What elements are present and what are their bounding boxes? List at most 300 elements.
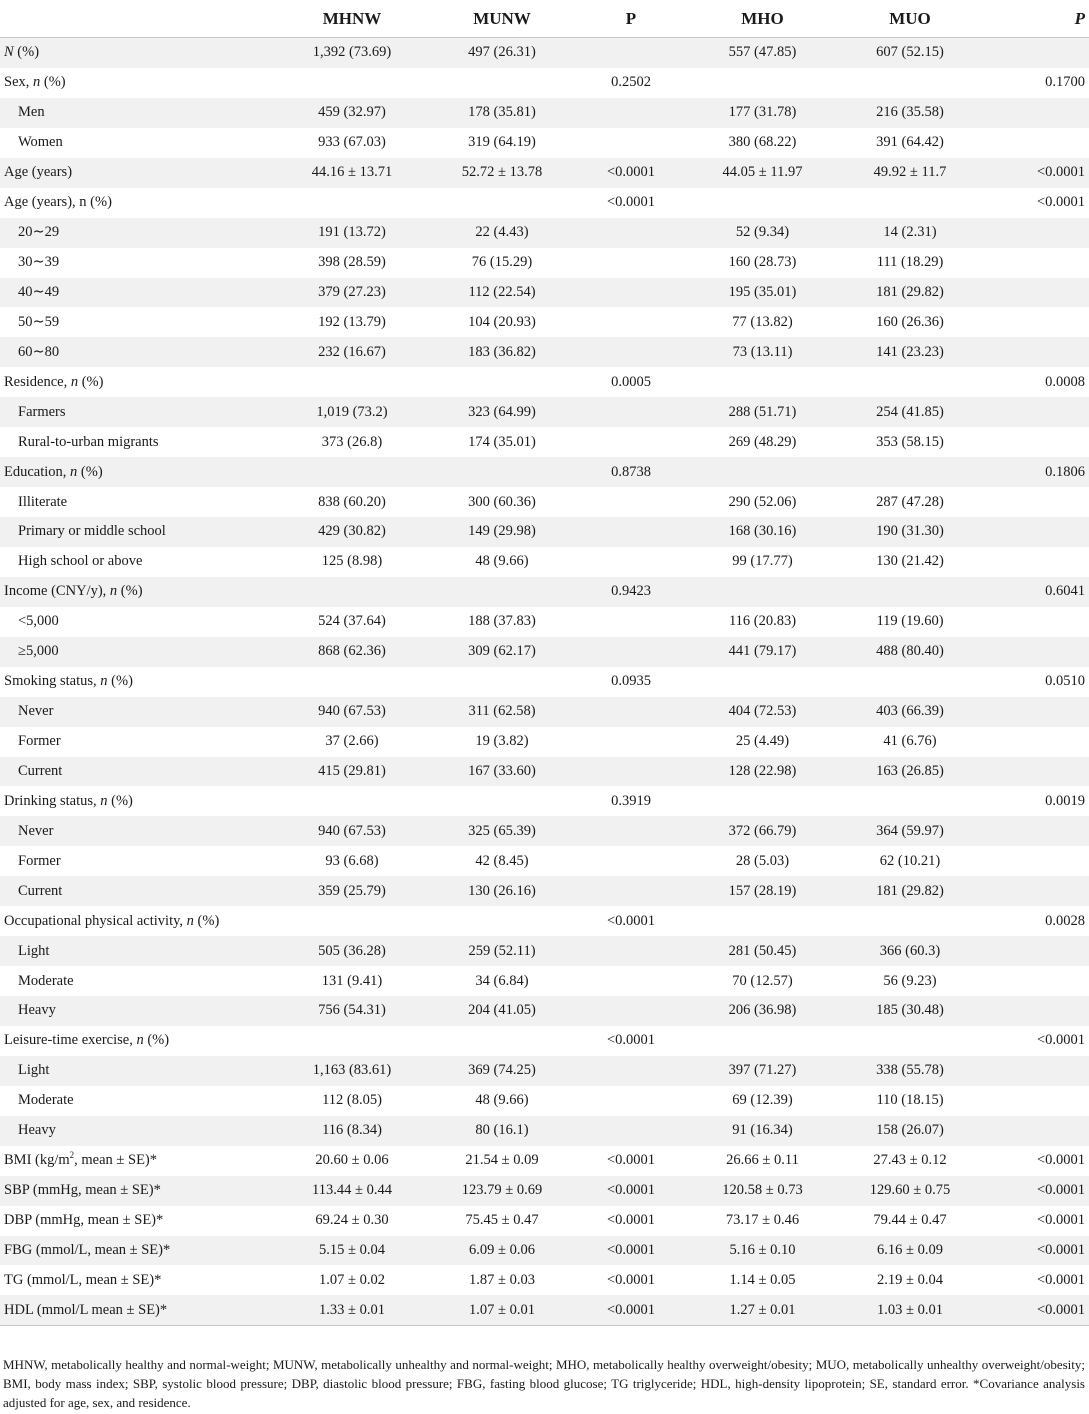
cell-mhnw (277, 786, 427, 816)
cell-muo: 338 (55.78) (840, 1056, 980, 1086)
row-label (0, 38, 277, 68)
cell-mhnw: 125 (8.98) (321, 553, 383, 570)
cell-mho (685, 1026, 840, 1056)
row-label-text: 20∼29 (18, 224, 60, 241)
cell-mhnw: 459 (32.97) (277, 98, 427, 128)
table-row (0, 966, 1089, 996)
cell-muo: 607 (52.15) (840, 38, 980, 68)
row-label-text: High school or above (18, 553, 143, 570)
cell-mhnw: 373 (26.8) (321, 433, 383, 450)
cell-p-overweight (980, 517, 1089, 547)
cell-munw: 300 (60.36) (468, 493, 536, 510)
cell-p-normal-weight (577, 278, 685, 308)
cell-p-overweight: 0.1806 (980, 457, 1089, 487)
row-label (0, 1056, 277, 1086)
cell-p-normal-weight (577, 876, 685, 906)
cell-munw: 130 (26.16) (427, 876, 577, 906)
cell-p-normal-weight (577, 517, 685, 547)
cell-mhnw: 191 (13.72) (277, 218, 427, 248)
cell-mho: 557 (47.85) (685, 38, 840, 68)
cell-mhnw (277, 367, 427, 397)
row-label-suffix: (%) (117, 583, 143, 600)
table-footnote: MHNW, metabolically healthy and normal-weight; MUNW, metabolically unhealthy and normal-weight; MHO, metabolically healthy overweight/obesity; MUO, metabolically unhealthy overweight/obesity; BMI, body mass index; SBP, systolic blood pressure; DBP, diastolic blood pressure; FBG, fasting blood glucose; TG triglyceride; HDL, high-density lipoprotein; SE, standard error. *Covariance analysis adjusted for age, sex, and residence. (3, 1357, 1085, 1410)
row-label (0, 517, 277, 547)
row-label (0, 68, 277, 98)
cell-munw: 319 (64.19) (468, 134, 536, 151)
cell-muo: 185 (30.48) (840, 996, 980, 1026)
cell-p-normal-weight (577, 427, 685, 457)
cell-mho: 120.58 ± 0.73 (685, 1176, 840, 1206)
row-label-text: Education, (4, 463, 71, 480)
table-row (0, 757, 1089, 787)
cell-mhnw (277, 68, 427, 98)
row-label (0, 697, 277, 727)
cell-mho (685, 188, 840, 218)
row-label (0, 1146, 277, 1176)
table-row (0, 38, 1089, 68)
cell-p-overweight (980, 1056, 1089, 1086)
cell-mho: 290 (52.06) (728, 493, 797, 510)
cell-muo: 49.92 ± 11.7 (840, 158, 980, 188)
row-label-suffix: , mean ± SE)* (74, 1152, 158, 1169)
cell-muo: 403 (66.39) (840, 697, 980, 727)
cell-muo: 6.16 ± 0.09 (840, 1236, 980, 1266)
cell-mhnw: 379 (27.23) (277, 278, 427, 308)
table-row (0, 906, 1089, 936)
table-row (0, 1146, 1089, 1176)
cell-mhnw: 940 (67.53) (277, 816, 427, 846)
cell-muo: 110 (18.15) (876, 1092, 944, 1109)
table-row (0, 158, 1089, 188)
cell-muo: 129.60 ± 0.75 (840, 1176, 980, 1206)
cell-muo: 62 (10.21) (879, 852, 941, 869)
cell-munw: 1.87 ± 0.03 (469, 1271, 535, 1288)
table-row (0, 727, 1089, 757)
cell-mhnw: 20.60 ± 0.06 (315, 1152, 389, 1169)
row-label-text: Illiterate (18, 493, 68, 510)
header-p-normal-weight: P (577, 0, 685, 38)
cell-p-overweight (980, 278, 1089, 308)
table-row (0, 98, 1089, 128)
cell-muo: 158 (26.07) (840, 1116, 980, 1146)
row-label (0, 188, 277, 218)
row-label (0, 278, 277, 308)
cell-p-normal-weight: <0.0001 (606, 912, 656, 929)
cell-p-overweight: <0.0001 (1036, 1032, 1085, 1049)
cell-p-overweight: <0.0001 (1036, 1212, 1085, 1229)
cell-munw: 22 (4.43) (427, 218, 577, 248)
cell-munw (427, 577, 577, 607)
row-label-text: Men (18, 104, 45, 121)
table-row (0, 577, 1089, 607)
cell-p-normal-weight (577, 816, 685, 846)
row-label-text: Drinking status, (4, 792, 101, 809)
row-label (0, 487, 277, 517)
cell-p-overweight (980, 98, 1089, 128)
table-row (0, 1176, 1089, 1206)
row-label-text: Heavy (18, 1122, 56, 1139)
table-row (0, 996, 1089, 1026)
cell-muo: 119 (19.60) (876, 613, 944, 630)
cell-muo (840, 786, 980, 816)
row-label-text: Former (18, 852, 61, 869)
cell-p-overweight (980, 487, 1089, 517)
cell-mho (685, 367, 840, 397)
row-label (0, 936, 277, 966)
cell-p-overweight: <0.0001 (980, 1295, 1089, 1325)
cell-muo (840, 367, 980, 397)
row-label (0, 1116, 277, 1146)
cell-p-overweight (980, 337, 1089, 367)
table-row (0, 218, 1089, 248)
cell-p-overweight (980, 936, 1089, 966)
cell-p-overweight: 0.0028 (1045, 912, 1085, 929)
row-label-text: DBP (mmHg, mean ± SE)* (4, 1212, 164, 1229)
cell-p-normal-weight: 0.2502 (611, 74, 651, 91)
cell-p-normal-weight (577, 727, 685, 757)
cell-p-normal-weight: <0.0001 (606, 1152, 656, 1169)
cell-munw: 311 (62.58) (427, 697, 577, 727)
cell-p-overweight: 0.1700 (1045, 74, 1085, 91)
row-label-text: 30∼39 (18, 254, 60, 271)
cell-p-overweight (980, 846, 1089, 876)
table-row (0, 1086, 1089, 1116)
cell-muo (840, 667, 980, 697)
cell-p-overweight (980, 128, 1089, 158)
cell-p-normal-weight (577, 1056, 685, 1086)
cell-p-normal-weight (577, 996, 685, 1026)
cell-mhnw: 112 (8.05) (322, 1092, 382, 1109)
cell-mho: 5.16 ± 0.10 (685, 1236, 840, 1266)
cell-muo: 27.43 ± 0.12 (873, 1152, 947, 1169)
row-label-suffix: (%) (78, 373, 104, 390)
table-row (0, 547, 1089, 577)
cell-mhnw: 1,163 (83.61) (277, 1056, 427, 1086)
row-label-text: Never (18, 822, 54, 839)
row-label (0, 128, 277, 158)
cell-p-overweight (980, 218, 1089, 248)
cell-mho: 116 (20.83) (728, 613, 797, 630)
row-label (0, 218, 277, 248)
row-label (0, 996, 277, 1026)
row-label-text: Residence, (4, 373, 71, 390)
cell-munw (427, 667, 577, 697)
cell-p-normal-weight (577, 1086, 685, 1116)
row-label (0, 1295, 277, 1325)
row-label-italic: n (100, 792, 108, 809)
cell-muo: 14 (2.31) (840, 218, 980, 248)
table-row (0, 936, 1089, 966)
cell-mhnw: 93 (6.68) (325, 852, 379, 869)
cell-mho: 372 (66.79) (685, 816, 840, 846)
cell-p-overweight (980, 1086, 1089, 1116)
cell-mho: 70 (12.57) (732, 972, 793, 989)
cell-p-overweight: <0.0001 (1036, 194, 1085, 211)
cell-munw: 34 (6.84) (475, 972, 529, 989)
table-row (0, 607, 1089, 637)
cell-munw: 149 (29.98) (427, 517, 577, 547)
cell-p-normal-weight (577, 1116, 685, 1146)
row-label-suffix: (%) (13, 44, 40, 61)
cell-mho: 380 (68.22) (728, 134, 797, 151)
cell-mho: 73 (13.11) (685, 337, 840, 367)
cell-munw: 19 (3.82) (475, 733, 529, 750)
cell-p-overweight (980, 427, 1089, 457)
cell-munw: 80 (16.1) (427, 1116, 577, 1146)
row-label (0, 727, 277, 757)
cell-p-normal-weight: 0.0005 (611, 373, 651, 390)
table-row (0, 427, 1089, 457)
cell-muo: 141 (23.23) (840, 337, 980, 367)
row-label (0, 1206, 277, 1236)
cell-p-overweight (980, 397, 1089, 427)
table-row (0, 278, 1089, 308)
table-header (0, 0, 1089, 38)
table-row (0, 307, 1089, 337)
table-row (0, 188, 1089, 218)
row-label (0, 307, 277, 337)
table-row (0, 1116, 1089, 1146)
cell-mho: 73.17 ± 0.46 (725, 1212, 800, 1229)
cell-muo (840, 577, 980, 607)
table-row (0, 1236, 1089, 1266)
cell-muo: 181 (29.82) (840, 278, 980, 308)
cell-mho: 177 (31.78) (685, 98, 840, 128)
row-label-text: Never (18, 703, 54, 720)
cell-p-normal-weight: <0.0001 (577, 158, 685, 188)
row-label (0, 786, 277, 816)
cell-munw: 76 (15.29) (471, 254, 533, 271)
cell-p-normal-weight: 0.8738 (577, 457, 685, 487)
row-label (0, 1176, 277, 1206)
cell-p-overweight: 0.6041 (980, 577, 1089, 607)
row-label-text: Rural-to-urban migrants (18, 433, 159, 450)
cell-mho: 128 (22.98) (685, 757, 840, 787)
cell-p-normal-weight (577, 337, 685, 367)
cell-mho: 1.14 ± 0.05 (729, 1271, 796, 1288)
cell-muo: 79.44 ± 0.47 (873, 1212, 947, 1229)
cell-p-overweight (980, 637, 1089, 667)
row-label (0, 397, 277, 427)
row-label-text: TG (mmol/L, mean ± SE)* (4, 1271, 162, 1288)
cell-mhnw: 232 (16.67) (277, 337, 427, 367)
row-label-italic: n (70, 373, 79, 390)
row-label (0, 607, 277, 637)
cell-p-normal-weight (577, 128, 685, 158)
cell-muo: 2.19 ± 0.04 (877, 1271, 943, 1288)
cell-mho (685, 906, 840, 936)
cell-mho: 168 (30.16) (685, 517, 840, 547)
row-label-text: Age (years) (4, 164, 73, 181)
cell-munw (427, 68, 577, 98)
cell-munw: 104 (20.93) (468, 313, 536, 330)
row-label (0, 966, 277, 996)
cell-muo: 130 (21.42) (876, 553, 944, 570)
cell-muo: 41 (6.76) (883, 733, 937, 750)
cell-mho: 404 (72.53) (685, 697, 840, 727)
cell-p-normal-weight (577, 757, 685, 787)
cell-p-normal-weight (577, 397, 685, 427)
cell-p-overweight: <0.0001 (1036, 1152, 1085, 1169)
cell-p-overweight (980, 697, 1089, 727)
cell-muo (840, 906, 980, 936)
cell-munw: 323 (64.99) (427, 397, 577, 427)
row-label-text: Former (18, 733, 61, 750)
table-row (0, 367, 1089, 397)
cell-mho (685, 577, 840, 607)
cell-mho: 397 (71.27) (685, 1056, 840, 1086)
row-label-text: Sex, (4, 74, 33, 91)
cell-p-overweight: 0.0019 (1045, 792, 1085, 809)
row-label-text: SBP (mmHg, mean ± SE)* (4, 1182, 161, 1199)
row-label-text: Smoking status, (4, 673, 101, 690)
row-label-suffix: (%) (107, 792, 133, 809)
cell-mhnw: 192 (13.79) (318, 313, 386, 330)
cell-mho: 26.66 ± 0.11 (726, 1152, 799, 1169)
cell-muo: 287 (47.28) (876, 493, 944, 510)
row-label-suffix: (%) (193, 912, 220, 929)
cell-p-overweight (980, 876, 1089, 906)
table-row (0, 876, 1089, 906)
header-mhnw: MHNW (277, 0, 427, 38)
cell-muo: 391 (64.42) (876, 134, 944, 151)
row-label-italic: n (100, 673, 108, 690)
cell-muo: 353 (58.15) (876, 433, 944, 450)
table-row (0, 248, 1089, 278)
cell-p-overweight (980, 307, 1089, 337)
table-row (0, 637, 1089, 667)
cell-p-normal-weight (577, 936, 685, 966)
cell-munw (427, 188, 577, 218)
cell-p-overweight (980, 1116, 1089, 1146)
row-label-text: Current (18, 762, 63, 779)
row-label (0, 637, 277, 667)
row-label (0, 367, 277, 397)
cell-mhnw: 868 (62.36) (277, 637, 427, 667)
row-label (0, 1026, 277, 1056)
cell-p-normal-weight (577, 38, 685, 68)
row-label-text: Age (years), n (%) (4, 194, 112, 211)
header-mho: MHO (685, 0, 840, 38)
row-label-suffix: (%) (77, 463, 103, 480)
cell-p-normal-weight: <0.0001 (577, 1176, 685, 1206)
cell-mho: 99 (17.77) (732, 553, 793, 570)
cell-p-overweight (980, 547, 1089, 577)
cell-mhnw: 37 (2.66) (325, 733, 379, 750)
cell-p-normal-weight (577, 607, 685, 637)
cell-munw: 6.09 ± 0.06 (427, 1236, 577, 1266)
row-label-italic: n (109, 583, 118, 600)
table-row (0, 517, 1089, 547)
cell-munw: 112 (22.54) (427, 278, 577, 308)
cell-mho: 281 (50.45) (685, 936, 840, 966)
cell-mhnw (277, 906, 427, 936)
cell-mho: 91 (16.34) (685, 1116, 840, 1146)
row-label (0, 876, 277, 906)
cell-munw (427, 786, 577, 816)
cell-mhnw: 1,392 (73.69) (277, 38, 427, 68)
cell-mho: 160 (28.73) (728, 254, 797, 271)
cell-p-overweight (980, 727, 1089, 757)
row-label-text: Heavy (18, 1002, 56, 1019)
cell-munw: 188 (37.83) (468, 613, 536, 630)
cell-p-overweight: <0.0001 (1036, 1271, 1085, 1288)
cell-mho: 25 (4.49) (735, 733, 790, 750)
row-label-superscript: 2 (69, 1150, 75, 1161)
cell-mho (685, 457, 840, 487)
cell-p-overweight (980, 966, 1089, 996)
cell-mho: 52 (9.34) (685, 218, 840, 248)
cell-mho: 195 (35.01) (685, 278, 840, 308)
row-label (0, 248, 277, 278)
cell-mhnw: 113.44 ± 0.44 (277, 1176, 427, 1206)
cell-muo: 364 (59.97) (840, 816, 980, 846)
cell-mhnw: 398 (28.59) (318, 254, 386, 271)
row-label-text: 40∼49 (18, 283, 60, 300)
cell-muo: 190 (31.30) (840, 517, 980, 547)
row-label (0, 577, 277, 607)
cell-munw: 48 (9.66) (475, 553, 529, 570)
row-label-italic: n (33, 74, 41, 91)
cell-muo: 111 (18.29) (876, 254, 944, 271)
cell-muo (840, 188, 980, 218)
cell-mhnw: 1.07 ± 0.02 (319, 1271, 385, 1288)
table-row (0, 337, 1089, 367)
cell-muo (840, 68, 980, 98)
cell-mho: 206 (36.98) (685, 996, 840, 1026)
table-row (0, 667, 1089, 697)
table-row (0, 68, 1089, 98)
cell-mhnw: 415 (29.81) (277, 757, 427, 787)
cell-p-normal-weight: 0.3919 (611, 792, 651, 809)
cell-mho: 69 (12.39) (732, 1092, 793, 1109)
row-label (0, 427, 277, 457)
cell-munw: 178 (35.81) (427, 98, 577, 128)
header-muo: MUO (840, 0, 980, 38)
row-label (0, 1236, 277, 1266)
table-row (0, 128, 1089, 158)
cell-mho: 77 (13.82) (732, 313, 793, 330)
cell-p-normal-weight (577, 966, 685, 996)
table-row (0, 457, 1089, 487)
cell-p-normal-weight: 0.9423 (577, 577, 685, 607)
cell-mho: 157 (28.19) (685, 876, 840, 906)
row-label (0, 667, 277, 697)
row-label (0, 816, 277, 846)
cell-munw: 42 (8.45) (475, 852, 529, 869)
cell-p-overweight: <0.0001 (980, 1176, 1089, 1206)
cell-munw: 174 (35.01) (468, 433, 536, 450)
cell-p-normal-weight: <0.0001 (606, 1032, 656, 1049)
cell-mhnw (277, 188, 427, 218)
row-label (0, 158, 277, 188)
row-label (0, 846, 277, 876)
cell-mhnw (277, 577, 427, 607)
row-label-text: 60∼80 (18, 343, 60, 360)
row-label-text: Women (18, 134, 63, 151)
cell-mho: 269 (48.29) (728, 433, 797, 450)
cell-mhnw: 5.15 ± 0.04 (277, 1236, 427, 1266)
cell-p-normal-weight (577, 846, 685, 876)
cell-munw (427, 367, 577, 397)
cell-mho: 288 (51.71) (685, 397, 840, 427)
cell-muo: 160 (26.36) (876, 313, 944, 330)
cell-munw: 75.45 ± 0.47 (465, 1212, 539, 1229)
header-p-overweight: P (980, 0, 1089, 38)
cell-muo: 163 (26.85) (840, 757, 980, 787)
cell-p-normal-weight (577, 637, 685, 667)
cell-p-overweight (980, 816, 1089, 846)
